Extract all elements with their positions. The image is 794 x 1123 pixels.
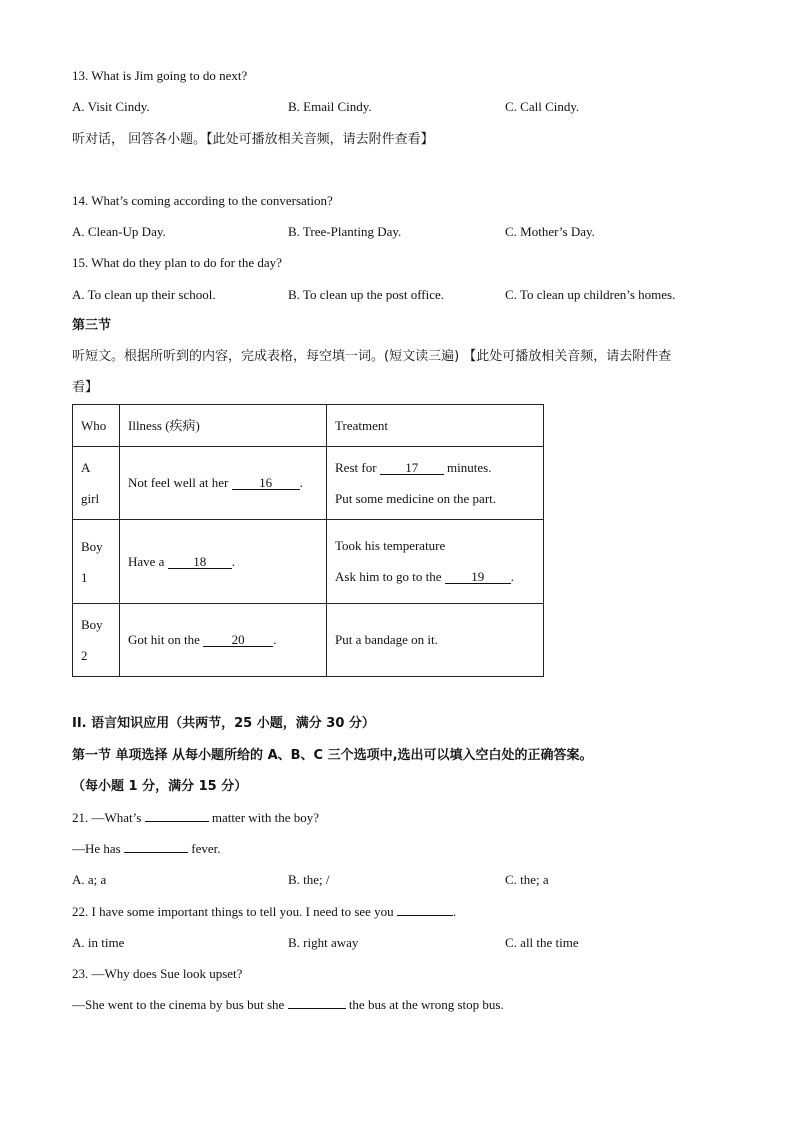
table-row	[73, 520, 544, 604]
blank-17: 17	[380, 461, 444, 475]
illness-cell: Got hit on the 20 .	[120, 604, 327, 677]
part-3-instruction: 听短文。根据所听到的内容，完成表格，每空填一词。(短文读三遍) 【此处可播放相关音频，请去附件查	[72, 349, 672, 364]
option-c: C. To clean up children’s homes.	[505, 287, 676, 302]
answer-blank	[145, 821, 209, 822]
question-22: 22. I have some important things to tell you. I need to see you .	[72, 904, 457, 919]
listening-table	[72, 404, 544, 677]
header-treatment: Treatment	[327, 405, 544, 447]
question-15-options	[72, 287, 732, 303]
blank-16: 16	[232, 476, 300, 490]
option-b: B. Tree-Planting Day.	[288, 224, 402, 239]
question-22-options	[72, 935, 732, 951]
answer-blank	[288, 1008, 346, 1009]
part-2-sub-heading: 第一节 单项选择 从每小题所给的 A、B、C 三个选项中,选出可以填入空白处的正确答案。	[72, 748, 593, 763]
option-a: A. To clean up their school.	[72, 287, 216, 302]
option-c: C. Mother’s Day.	[505, 224, 595, 239]
section-instruction: 听对话， 回答各小题。【此处可播放相关音频，请去附件查看】	[72, 132, 434, 147]
option-b: B. right away	[288, 935, 359, 950]
header-who: Who	[73, 405, 120, 447]
part-2-heading: II. 语言知识应用（共两节，25 小题，满分 30 分）	[72, 716, 375, 731]
question-21-reply: —He has fever.	[72, 841, 221, 856]
question-21: 21. —What’s matter with the boy?	[72, 810, 320, 825]
option-a: A. in time	[72, 935, 125, 950]
who-cell: Boy 2	[73, 604, 120, 677]
question-14: 14. What’s coming according to the conversation?	[72, 193, 333, 208]
table-row	[73, 447, 544, 520]
question-14-options	[72, 224, 732, 240]
blank-18: 18	[168, 555, 232, 569]
table-row	[73, 604, 544, 677]
who-cell: A girl	[73, 447, 120, 520]
option-c: C. the; a	[505, 872, 549, 887]
option-c: C. all the time	[505, 935, 579, 950]
part-3-title: 第三节	[72, 318, 112, 333]
treatment-cell: Took his temperature Ask him to go to the 19 .	[327, 520, 544, 604]
option-b: B. To clean up the post office.	[288, 287, 445, 302]
answer-blank	[397, 915, 453, 916]
question-13-options	[72, 99, 732, 115]
part-3-instruction-cont: 看】	[72, 380, 99, 395]
question-21-options	[72, 872, 732, 888]
blank-20: 20	[203, 633, 273, 647]
treatment-cell: Put a bandage on it.	[327, 604, 544, 677]
illness-cell: Not feel well at her 16 .	[120, 447, 327, 520]
illness-cell: Have a 18 .	[120, 520, 327, 604]
option-a: A. Clean-Up Day.	[72, 224, 166, 239]
option-b: B. the; /	[288, 872, 330, 887]
answer-blank	[124, 852, 188, 853]
part-2-sub-note: （每小题 1 分，满分 15 分）	[72, 779, 248, 794]
question-23: 23. —Why does Sue look upset?	[72, 966, 243, 981]
header-illness: Illness (疾病)	[120, 405, 327, 447]
question-23-reply: —She went to the cinema by bus but she the bus at the wrong stop bus.	[72, 997, 504, 1012]
question-15: 15. What do they plan to do for the day?	[72, 255, 282, 270]
option-a: A. a; a	[72, 872, 107, 887]
option-c: C. Call Cindy.	[505, 99, 580, 114]
option-b: B. Email Cindy.	[288, 99, 372, 114]
who-cell: Boy 1	[73, 520, 120, 604]
blank-19: 19	[445, 570, 511, 584]
question-13: 13. What is Jim going to do next?	[72, 68, 248, 83]
treatment-cell: Rest for 17 minutes. Put some medicine on the part.	[327, 447, 544, 520]
table-header-row	[73, 405, 544, 447]
option-a: A. Visit Cindy.	[72, 99, 150, 114]
